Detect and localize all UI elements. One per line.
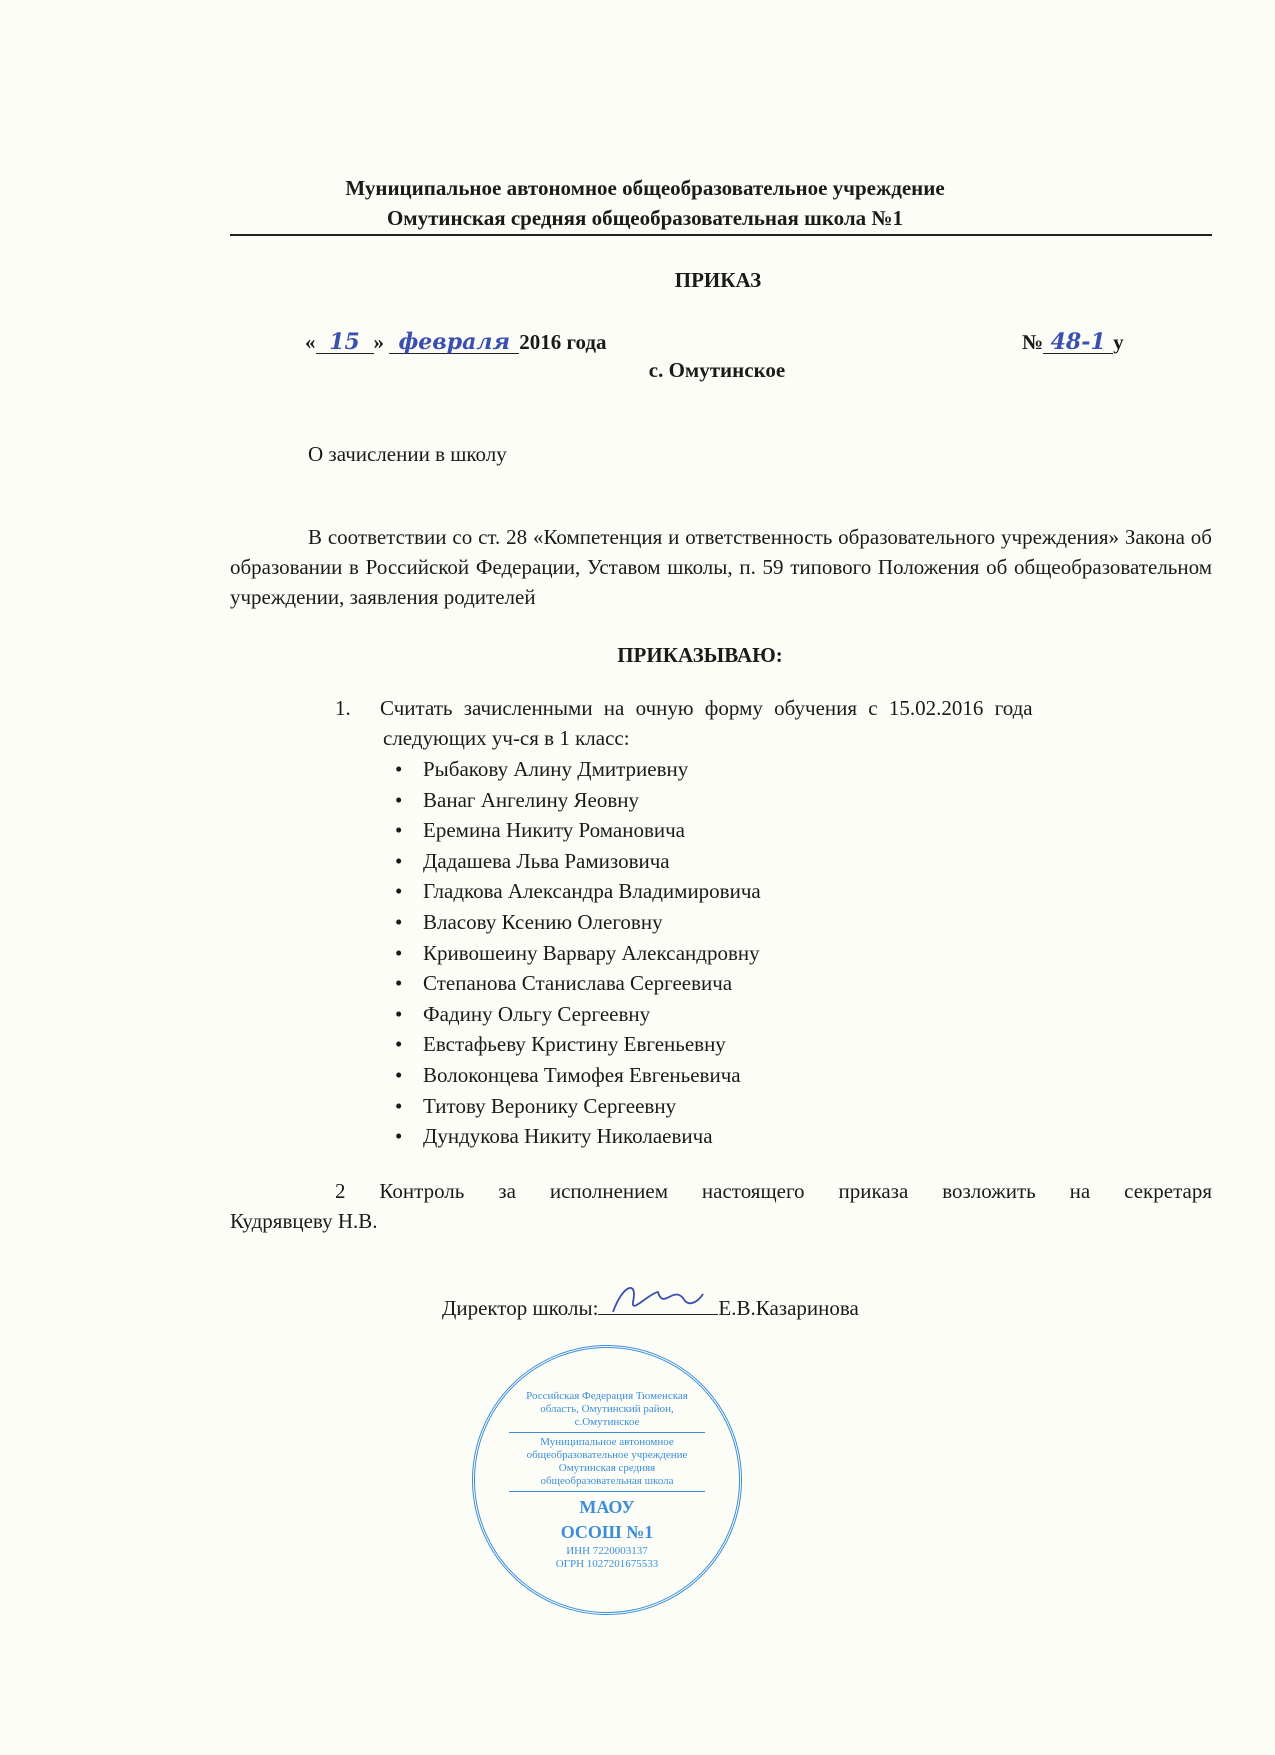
bullet-icon: • [395, 757, 403, 781]
item-2: 2 Контроль за исполнением настоящего приказа возложить на секретаря [335, 1179, 1212, 1203]
bullet-icon: • [395, 848, 403, 873]
item-2-line2: Кудрявцеву Н.В. [230, 1209, 378, 1233]
list-item: • Еремина Никиту Романовича [395, 815, 761, 846]
number-value: 48-1 [1043, 331, 1113, 354]
bullet-icon: • [395, 879, 403, 904]
student-list [395, 754, 761, 1152]
bullet-icon: • [395, 1062, 403, 1087]
bullet-icon: • [395, 1124, 403, 1149]
number-suffix: у [1113, 330, 1124, 354]
stamp-inner-text: Муниципальное автономное общеобразовательное учреждение Омутинская средняя общеобразовательная школа [509, 1432, 705, 1492]
preamble: В соответствии со ст. 28 «Компетенция и ответственность образовательного учреждения» Закона об образовании в Российской Федерации, Уставом школы, п. 59 типового Положения об общеобразовательном учреждении, заявления родителей [230, 525, 1212, 609]
item-1-number: 1. [335, 696, 351, 720]
school-stamp [472, 1345, 742, 1615]
list-item: • Дундукова Никиту Николаевича [395, 1121, 761, 1152]
stamp-outer-text: Российская Федерация Тюменская область, Омутинский район, с.Омутинское [526, 1389, 688, 1428]
signature-line [442, 1292, 859, 1321]
org-name-line2: Омутинская средняя общеобразовательная школа №1 [386, 206, 904, 230]
list-item: • Волоконцева Тимофея Евгеньевича [395, 1060, 761, 1091]
date-day: 15 [316, 331, 374, 354]
bullet-icon: • [395, 909, 403, 934]
bullet-icon: • [395, 940, 403, 965]
stamp-ogrn: ОГРН 1027201675533 [555, 1557, 659, 1570]
date-month: февраля [389, 331, 519, 354]
item-1-line2: следующих уч-ся в 1 класс: [383, 726, 630, 750]
stamp-center-1: МАОУ [579, 1496, 635, 1517]
handwritten-signature-icon [603, 1278, 713, 1318]
list-item: • Власову Ксению Олеговну [395, 907, 761, 938]
bullet-icon: • [395, 1093, 403, 1118]
director-name: Е.В.Казаринова [718, 1296, 859, 1320]
signature-field [598, 1292, 718, 1315]
date-line [305, 330, 607, 355]
list-item: • Дадашева Льва Рамизовича [395, 846, 761, 877]
stamp-center-2: ОСОШ №1 [560, 1521, 654, 1542]
item-1-text: Считать зачисленными на очную форму обучения с 15.02.2016 года [380, 696, 1033, 720]
list-item: • Кривошеину Варвару Александровну [395, 938, 761, 969]
number-prefix: № [1022, 330, 1044, 354]
org-name-line1: Муниципальное автономное общеобразовательное учреждение [345, 176, 945, 200]
item-1 [335, 696, 1212, 721]
list-item: • Титову Веронику Сергеевну [395, 1091, 761, 1122]
bullet-icon: • [395, 818, 403, 843]
list-item: • Фадину Ольгу Сергеевну [395, 999, 761, 1030]
place: с. Омутинское [648, 358, 786, 382]
bullet-icon: • [395, 1032, 403, 1057]
list-item: • Евстафьеву Кристину Евгеньевну [395, 1029, 761, 1060]
subject: О зачислении в школу [308, 442, 507, 466]
bullet-icon: • [395, 971, 403, 996]
stamp-inn: ИНН 7220003137 [566, 1544, 648, 1557]
order-number [1022, 330, 1124, 355]
close-quote: » [373, 330, 384, 354]
list-item: • Рыбакову Алину Дмитриевну [395, 754, 761, 785]
list-item: • Ванаг Ангелину Яеовну [395, 785, 761, 816]
bullet-icon: • [395, 1001, 403, 1026]
list-item: • Степанова Станислава Сергеевича [395, 968, 761, 999]
open-quote: « [305, 330, 316, 354]
date-year: 2016 года [519, 330, 607, 354]
header-divider [230, 234, 1212, 236]
bullet-icon: • [395, 787, 403, 812]
order-word: ПРИКАЗЫВАЮ: [617, 643, 783, 667]
signature-label: Директор школы: [442, 1296, 599, 1320]
list-item: • Гладкова Александра Владимировича [395, 876, 761, 907]
document-title: ПРИКАЗ [674, 268, 762, 292]
